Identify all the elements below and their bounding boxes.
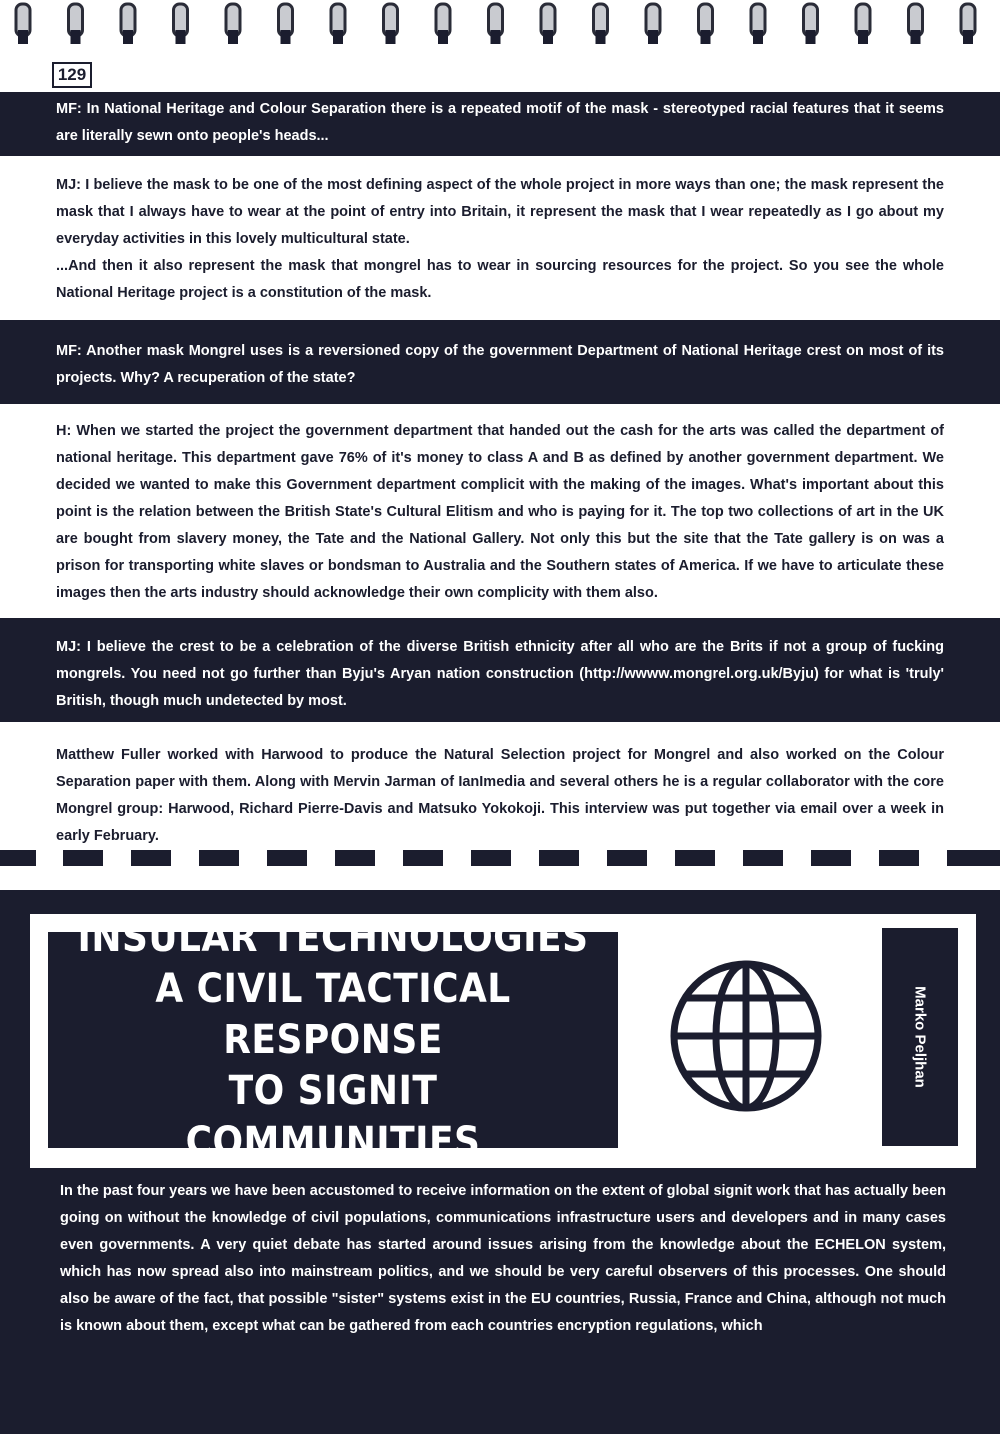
answer-crest-celebration bbox=[0, 618, 1000, 722]
answer-paragraph: MJ: I believe the mask to be one of the most defining aspect of the whole project in more ways than one; the mask represent the mask that I always have to wear at the point of entry into Britain, it represent the mask that I wear repeatedly as I go about my everyday activities in this lovely multicultural state. bbox=[56, 177, 944, 247]
question-mask-motif bbox=[0, 92, 1000, 156]
binding-hole bbox=[648, 30, 658, 44]
spiral-binding bbox=[0, 0, 1000, 52]
question-crest bbox=[0, 320, 1000, 404]
page-number: 129 bbox=[52, 62, 92, 88]
binding-hole bbox=[71, 30, 81, 44]
binding-hole bbox=[176, 30, 186, 44]
author-byline bbox=[882, 928, 958, 1146]
binding-hole bbox=[228, 30, 238, 44]
answer-paragraph: ...And then it also represent the mask that mongrel has to wear in sourcing resources for the project. So you see the whole National Heritage project is a constitution of the mask. bbox=[56, 258, 944, 301]
answer-mask-meaning bbox=[0, 172, 1000, 320]
title-line: TO SIGNIT COMMUNITIES bbox=[185, 1067, 481, 1165]
binding-hole bbox=[963, 30, 973, 44]
article-section bbox=[0, 890, 1000, 1434]
article-body: In the past four years we have been accustomed to receive information on the extent of global signit work that has actually been going on without the knowledge of civil populations, communications infrastructure users and developers and in many cases even governments. A very quiet debate has started around issues arising from the knowledge about the ECHELON system, which has now spread also into mainstream politics, and we should be very careful observers of this processes. One should also be aware of the fact, that possible "sister" systems exist in the EU countries, Russia, France and China, although not much is known about them, except what can be gathered from each countries encryption regulations, which bbox=[60, 1183, 946, 1334]
article-header bbox=[30, 914, 976, 1168]
dashed-divider bbox=[0, 850, 1000, 870]
binding-hole bbox=[333, 30, 343, 44]
title-line: INSULAR TECHNOLOGIES bbox=[77, 914, 589, 961]
binding-hole bbox=[123, 30, 133, 44]
binding-hole bbox=[806, 30, 816, 44]
binding-hole bbox=[911, 30, 921, 44]
answer-harwood bbox=[0, 418, 1000, 618]
answer-text: H: When we started the project the government department that handed out the cash for the arts was called the department of national heritage. This department gave 76% of it's money to class A and B as defined by another government department. We decided we wanted to make this Government department complicit with the making of the images. What's important about this point is the relation between the British State's Cultural Elitism and who is paying for it. The top two collections of art in the UK are bought from slavery money, the Tate and the National Gallery. Not only this but the site that the Tate gallery is on was a prison for transporting white slaves or bondsman to Australia and the Southern states of America. If we have to articulate these images then the arts industry should acknowledge their own complicity with them also. bbox=[56, 423, 944, 601]
binding-hole bbox=[753, 30, 763, 44]
author-name: Marko Peljhan bbox=[911, 986, 929, 1088]
binding-hole bbox=[18, 30, 28, 44]
answer-text: MJ: I believe the crest to be a celebration of the diverse British ethnicity after all who are the Brits if not a group of fucking mongrels. You need not go further than Byju's Aryan nation construction (http://wwww.mongrel.org.uk/Byju) for what is 'truly' British, though much undetected by most. bbox=[56, 639, 944, 709]
binding-hole bbox=[491, 30, 501, 44]
note-text: Matthew Fuller worked with Harwood to produce the Natural Selection project for Mongrel and also worked on the Colour Separation paper with them. Along with Mervin Jarman of IanImedia and several others he is a regular collaborator with the core Mongrel group: Harwood, Richard Pierre-Davis and Matsuko Yokokoji. This interview was put together via email over a week in early February. bbox=[56, 747, 944, 844]
binding-hole bbox=[543, 30, 553, 44]
contributor-note bbox=[0, 742, 1000, 852]
binding-hole bbox=[281, 30, 291, 44]
question-text: MF: Another mask Mongrel uses is a reversioned copy of the government Department of National Heritage crest on most of its projects. Why? A recuperation of the state? bbox=[56, 343, 944, 386]
question-text: MF: In National Heritage and Colour Separation there is a repeated motif of the mask - stereotyped racial features that it seems are literally sewn onto people's heads... bbox=[56, 101, 944, 144]
binding-hole bbox=[858, 30, 868, 44]
globe-icon bbox=[666, 956, 826, 1116]
article-title bbox=[48, 914, 618, 1165]
binding-hole bbox=[596, 30, 606, 44]
title-line: A CIVIL TACTICAL RESPONSE bbox=[155, 965, 511, 1063]
binding-hole bbox=[386, 30, 396, 44]
binding-hole bbox=[701, 30, 711, 44]
binding-hole bbox=[438, 30, 448, 44]
